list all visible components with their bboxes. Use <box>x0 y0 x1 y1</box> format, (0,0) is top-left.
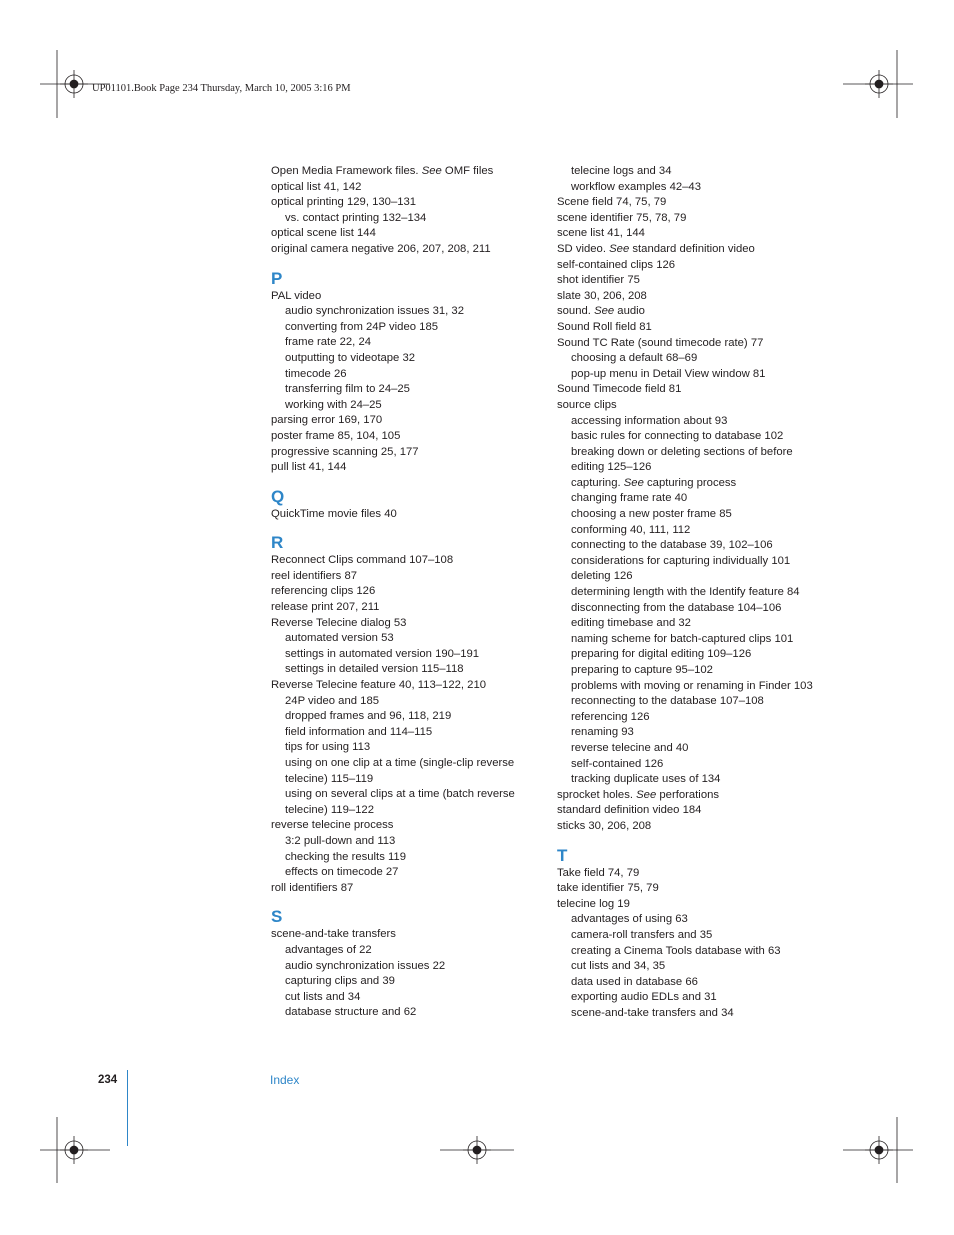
entry-text: source clips <box>557 398 617 411</box>
index-entry <box>557 211 827 227</box>
entry-text: release print 207, 211 <box>271 601 380 614</box>
index-subentry <box>557 367 827 383</box>
index-entry <box>271 927 541 943</box>
entry-text: audio synchronization issues 22 <box>285 959 446 972</box>
entry-text: progressive scanning 25, 177 <box>271 445 419 458</box>
entry-text: Reverse Telecine feature 40, 113–122, 210 <box>271 679 487 692</box>
index-subentry <box>557 351 827 367</box>
index-subentry <box>557 741 827 757</box>
index-entry <box>271 569 541 585</box>
entry-text: effects on timecode 27 <box>285 866 399 879</box>
index-subentry <box>557 414 827 430</box>
index-entry <box>271 584 541 600</box>
index-subentry <box>271 740 541 756</box>
index-subentry <box>557 569 827 585</box>
see-target: audio <box>614 305 645 318</box>
entry-text: automated version 53 <box>285 632 394 645</box>
index-letter-heading: P <box>271 268 283 288</box>
entry-text: Open Media Framework files. <box>271 165 422 177</box>
see-reference: See <box>636 788 657 801</box>
entry-text: 3:2 pull-down and 113 <box>285 834 396 847</box>
index-subentry <box>557 710 827 726</box>
entry-text: camera-roll transfers and 35 <box>571 928 713 941</box>
index-subentry <box>557 679 827 695</box>
entry-text: optical scene list 144 <box>271 227 376 240</box>
index-entry <box>271 616 541 632</box>
index-entry <box>557 819 827 835</box>
entry-text: Reconnect Clips command 107–108 <box>271 554 454 567</box>
index-entry <box>271 226 541 242</box>
entry-text: Sound TC Rate (sound timecode rate) 77 <box>557 336 764 349</box>
entry-text: Scene field 74, 75, 79 <box>557 196 667 209</box>
entry-text: sound. <box>557 305 595 318</box>
entry-text: determining length with the Identify feature 84 <box>571 586 800 599</box>
entry-text: disconnecting from the database 104–106 <box>571 601 782 614</box>
entry-text: standard definition video 184 <box>557 804 702 817</box>
entry-text: scene identifier 75, 78, 79 <box>557 211 687 224</box>
entry-text: self-contained 126 <box>571 757 664 770</box>
index-entry <box>557 788 827 804</box>
entry-text: choosing a new poster frame 85 <box>571 508 732 521</box>
see-reference: See <box>594 305 615 318</box>
entry-text: vs. contact printing 132–134 <box>285 211 427 224</box>
index-subentry <box>557 523 827 539</box>
index-entry <box>271 553 541 569</box>
entry-text: take identifier 75, 79 <box>557 882 659 895</box>
entry-text: advantages of 22 <box>285 943 372 956</box>
index-letter-heading: T <box>557 845 568 865</box>
entry-text: scene-and-take transfers <box>271 928 396 941</box>
entry-text: slate 30, 206, 208 <box>557 289 647 302</box>
entry-text: frame rate 22, 24 <box>285 336 372 349</box>
index-column-right <box>557 164 827 1021</box>
entry-text: changing frame rate 40 <box>571 492 688 505</box>
index-entry <box>271 507 541 523</box>
entry-text: workflow examples 42–43 <box>571 180 701 193</box>
entry-text: reverse telecine and 40 <box>571 741 689 754</box>
index-subentry <box>557 601 827 617</box>
index-entry <box>271 242 541 258</box>
entry-text: using on several clips at a time (batch reverse telecine) 119–122 <box>285 788 515 816</box>
index-subentry <box>271 709 541 725</box>
index-subentry <box>271 990 541 1006</box>
index-entry <box>557 866 827 882</box>
index-letter-heading: S <box>271 907 283 927</box>
index-subentry <box>271 631 541 647</box>
entry-text: timecode 26 <box>285 367 347 380</box>
index-subentry <box>557 445 821 476</box>
entry-text: optical list 41, 142 <box>271 180 362 193</box>
index-entry <box>271 818 541 834</box>
index-column-left <box>271 164 541 1021</box>
entry-text: working with 24–25 <box>285 398 382 411</box>
index-subentry <box>557 725 827 741</box>
folio-rule <box>127 1070 128 1146</box>
entry-text: capturing. <box>571 476 624 489</box>
entry-text: Reverse Telecine dialog 53 <box>271 616 407 629</box>
entry-text: Sound Roll field 81 <box>557 320 652 333</box>
index-subentry <box>557 663 827 679</box>
entry-text: basic rules for connecting to database 102 <box>571 430 784 443</box>
see-reference: See <box>623 476 644 489</box>
entry-text: shot identifier 75 <box>557 274 640 287</box>
index-entry <box>557 304 827 320</box>
page-number: 234 <box>98 1074 118 1086</box>
entry-text: editing timebase and 32 <box>571 617 691 630</box>
see-reference: See <box>421 165 442 177</box>
see-target: standard definition video <box>629 242 755 255</box>
entry-text: settings in automated version 190–191 <box>285 647 480 660</box>
index-entry <box>271 180 541 196</box>
entry-text: roll identifiers 87 <box>271 881 354 894</box>
entry-text: converting from 24P video 185 <box>285 320 439 333</box>
index-entry <box>271 195 541 211</box>
entry-text: tracking duplicate uses of 134 <box>571 773 721 786</box>
index-subentry <box>557 585 827 601</box>
index-subentry <box>557 507 827 523</box>
index-subentry <box>271 398 541 414</box>
index-subentry <box>557 975 827 991</box>
entry-text: deleting 126 <box>571 570 633 583</box>
entry-text: database structure and 62 <box>285 1006 417 1019</box>
entry-text: original camera negative 206, 207, 208, 211 <box>271 242 491 255</box>
index-subentry <box>557 554 827 570</box>
entry-text: dropped frames and 96, 118, 219 <box>285 710 452 723</box>
index-subentry <box>557 476 827 492</box>
index-subentry <box>557 959 827 975</box>
see-target: capturing process <box>643 476 737 489</box>
entry-text: transferring film to 24–25 <box>285 383 410 396</box>
entry-text: optical printing 129, 130–131 <box>271 196 417 209</box>
index-subentry <box>271 756 535 787</box>
entry-text: checking the results 119 <box>285 850 406 863</box>
index-subentry <box>557 491 827 507</box>
entry-text: sprocket holes. <box>557 788 637 801</box>
entry-text: using on one clip at a time (single-clip reverse telecine) 115–119 <box>285 757 515 785</box>
print-slug: UP01101.Book Page 234 Thursday, March 10, 2005 3:16 PM <box>92 83 351 94</box>
entry-text: Take field 74, 79 <box>557 866 640 879</box>
entry-text: pop-up menu in Detail View window 81 <box>571 367 766 380</box>
index-entry <box>557 289 827 305</box>
entry-text: settings in detailed version 115–118 <box>285 663 464 676</box>
index-subentry <box>557 772 827 788</box>
entry-text: advantages of using 63 <box>571 913 688 926</box>
entry-text: renaming 93 <box>571 726 634 739</box>
index-subentry <box>557 647 827 663</box>
index-entry <box>271 289 541 305</box>
index-subentry <box>557 180 827 196</box>
entry-text: tips for using 113 <box>285 741 371 754</box>
index-subentry <box>557 912 827 928</box>
index-subentry <box>271 335 541 351</box>
entry-text: connecting to the database 39, 102–106 <box>571 539 773 552</box>
index-entry <box>557 195 827 211</box>
entry-text: PAL video <box>271 289 322 302</box>
index-entry <box>557 336 827 352</box>
index-subentry <box>271 834 541 850</box>
entry-text: choosing a default 68–69 <box>571 352 698 365</box>
index-entry <box>557 382 827 398</box>
index-entry <box>557 258 827 274</box>
index-subentry <box>271 943 541 959</box>
index-subentry <box>271 647 541 663</box>
entry-text: reel identifiers 87 <box>271 569 358 582</box>
entry-text: poster frame 85, 104, 105 <box>271 429 401 442</box>
entry-text: problems with moving or renaming in Finder 103 <box>571 679 813 692</box>
index-entry <box>557 897 827 913</box>
index-entry <box>271 460 541 476</box>
index-entry <box>557 242 827 258</box>
entry-text: telecine log 19 <box>557 897 630 910</box>
entry-text: exporting audio EDLs and 31 <box>571 991 717 1004</box>
entry-text: reconnecting to the database 107–108 <box>571 695 764 708</box>
index-entry <box>271 429 541 445</box>
entry-text: outputting to videotape 32 <box>285 351 416 364</box>
index-entry <box>557 881 827 897</box>
index-entry <box>271 164 541 180</box>
index-subentry <box>271 351 541 367</box>
index-subentry <box>557 429 827 445</box>
entry-text: referencing 126 <box>571 710 650 723</box>
index-entry <box>557 320 827 336</box>
entry-text: accessing information about 93 <box>571 414 728 427</box>
entry-text: cut lists and 34 <box>285 990 361 1003</box>
index-subentry <box>271 694 541 710</box>
entry-text: 24P video and 185 <box>285 694 380 707</box>
entry-text: pull list 41, 144 <box>271 461 347 474</box>
index-subentry <box>557 538 827 554</box>
index-subentry <box>557 928 827 944</box>
index-letter-heading: R <box>271 533 284 553</box>
entry-text: preparing for digital editing 109–126 <box>571 648 752 661</box>
index-subentry <box>557 616 827 632</box>
index-subentry <box>271 974 541 990</box>
index-subentry <box>557 1006 827 1022</box>
entry-text: parsing error 169, 170 <box>271 414 383 427</box>
entry-text: field information and 114–115 <box>285 725 433 738</box>
entry-text: scene list 41, 144 <box>557 227 645 240</box>
entry-text: audio synchronization issues 31, 32 <box>285 305 464 318</box>
index-subentry <box>557 944 827 960</box>
entry-text: Sound Timecode field 81 <box>557 383 682 396</box>
section-label: Index <box>270 1073 300 1087</box>
index-entry <box>557 398 827 414</box>
see-reference: See <box>609 242 630 255</box>
index-entry <box>271 678 541 694</box>
entry-text: telecine logs and 34 <box>571 165 672 177</box>
entry-text: cut lists and 34, 35 <box>571 960 666 973</box>
index-subentry <box>557 694 827 710</box>
index-entry <box>557 803 827 819</box>
index-subentry <box>271 662 541 678</box>
entry-text: sticks 30, 206, 208 <box>557 819 652 832</box>
entry-text: data used in database 66 <box>571 975 698 988</box>
entry-text: scene-and-take transfers and 34 <box>571 1006 734 1019</box>
see-target: perforations <box>656 788 720 801</box>
index-subentry <box>557 757 827 773</box>
index-entry <box>557 226 827 242</box>
entry-text: naming scheme for batch-captured clips 101 <box>571 632 794 645</box>
entry-text: capturing clips and 39 <box>285 975 395 988</box>
entry-text: reverse telecine process <box>271 819 394 832</box>
entry-text: breaking down or deleting sections of before editing 125–126 <box>571 445 793 474</box>
entry-text: self-contained clips 126 <box>557 258 676 271</box>
index-entry <box>271 600 541 616</box>
index-entry <box>557 273 827 289</box>
index-subentry <box>271 367 541 383</box>
entry-text: considerations for capturing individually 101 <box>571 554 791 567</box>
index-subentry <box>271 787 535 818</box>
entry-text: preparing to capture 95–102 <box>571 664 713 676</box>
index-subentry <box>557 990 827 1006</box>
entry-text: SD video. <box>557 242 610 255</box>
entry-text: conforming 40, 111, 112 <box>571 523 691 536</box>
entry-text: referencing clips 126 <box>271 585 376 598</box>
see-target: OMF files <box>441 165 494 177</box>
index-subentry <box>557 632 827 648</box>
index-entry <box>271 413 541 429</box>
index-subentry <box>271 725 541 741</box>
index-subentry <box>271 850 541 866</box>
index-letter-heading: Q <box>271 486 285 506</box>
entry-text: creating a Cinema Tools database with 63 <box>571 944 781 957</box>
index-subentry <box>271 304 541 320</box>
index-entry <box>271 881 541 897</box>
index-subentry <box>271 382 541 398</box>
index-subentry <box>271 1005 541 1021</box>
index-subentry <box>271 865 541 881</box>
index-subentry <box>271 211 541 227</box>
index-entry <box>271 445 541 461</box>
index-subentry <box>271 959 541 975</box>
entry-text: QuickTime movie files 40 <box>271 507 397 520</box>
index-subentry <box>557 164 827 180</box>
index-subentry <box>271 320 541 336</box>
